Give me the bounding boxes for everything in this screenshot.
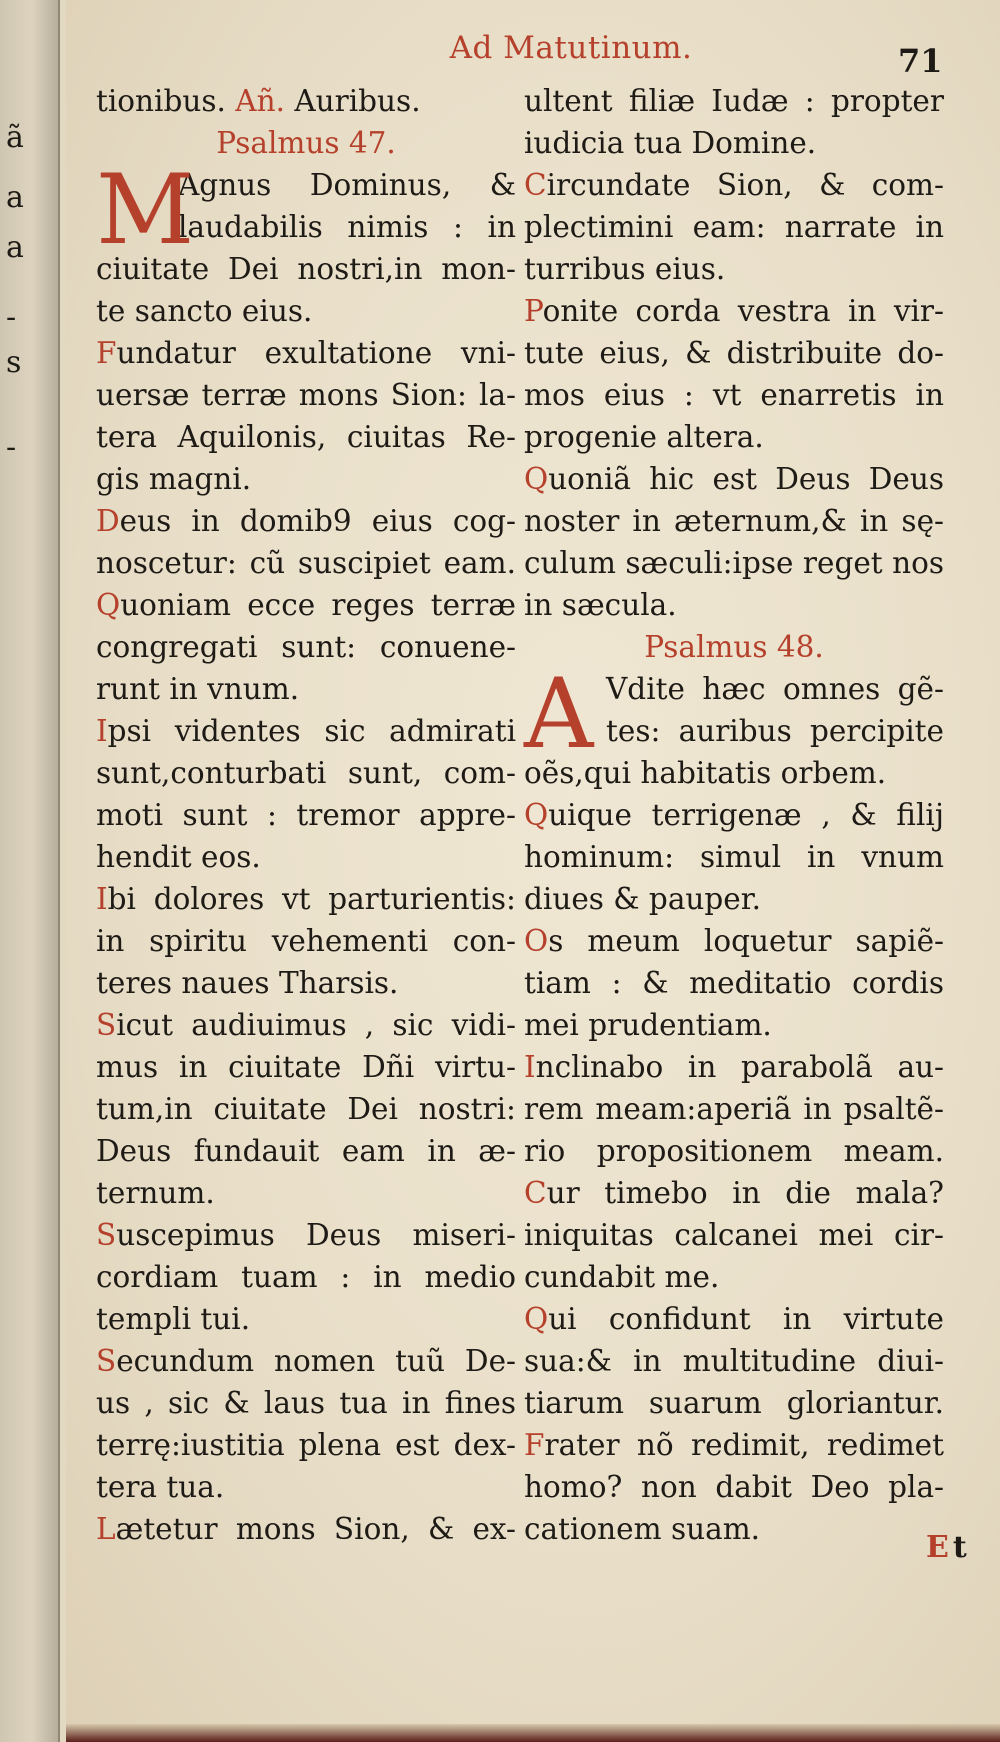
antiphon-text: Auribus. (284, 84, 421, 118)
catchword-rest: t (952, 1530, 967, 1565)
verse-text: in spiritu vehementi con- (96, 924, 516, 958)
drop-capital: M (96, 154, 195, 266)
text-line (96, 542, 516, 584)
verse-text: eus in domib9 eius cog- (119, 504, 516, 538)
verse-text: oẽs,qui habitatis orbem. (524, 756, 887, 790)
text-line (524, 374, 944, 416)
text-line (96, 794, 516, 836)
text-line (96, 1424, 516, 1466)
text-line (524, 416, 944, 458)
verse-text: runt in vnum. (96, 672, 300, 706)
verse-text: tiam : & meditatio cordis (524, 966, 944, 1000)
drop-capital: A (524, 658, 594, 770)
verse-text: iniquitas calcanei mei cir- (524, 1218, 944, 1252)
text-line (96, 1382, 516, 1424)
text-line: tes: auribus percipite (606, 714, 944, 748)
gutter-mark: a (6, 230, 24, 265)
verse-text: uersæ terræ mons Sion: la- (96, 378, 516, 412)
verse-text: cationem suam. (524, 1512, 761, 1546)
text-line (524, 1088, 944, 1130)
text-line (96, 584, 516, 626)
text-line (524, 80, 944, 122)
text-line (524, 290, 944, 332)
verse-text: hendit eos. (96, 840, 261, 874)
verse-text: congregati sunt: conuene- (96, 630, 516, 664)
left-column (96, 80, 516, 1550)
book-gutter (0, 0, 60, 1742)
catchword (926, 1530, 967, 1565)
verse-text: uoniã hic est Deus Deus (548, 462, 944, 496)
text-line (96, 332, 516, 374)
text-line (96, 1340, 516, 1382)
text-line (96, 290, 516, 332)
text-line: Agnus Dominus, & (178, 168, 516, 202)
verse-text: sunt,conturbati sunt, com- (96, 756, 516, 790)
text-line (524, 206, 944, 248)
rubric-initial: L (96, 1512, 116, 1546)
verse-opening (96, 154, 516, 266)
text-line (96, 878, 516, 920)
verse-text: uscepimus Deus miseri- (116, 1218, 516, 1252)
verse-text: tionibus. (96, 84, 236, 118)
text-line (524, 1298, 944, 1340)
verse-text: tute eius, & distribuite do- (524, 336, 944, 370)
verse-text: ui confidunt in virtute (548, 1302, 944, 1336)
text-line (524, 248, 944, 290)
text-line (524, 1382, 944, 1424)
verse-text: mos eius : vt enarretis in (524, 378, 944, 412)
verse-text: bi dolores vt parturientis: (107, 882, 516, 916)
verse-text: mus in ciuitate Dñi virtu- (96, 1050, 516, 1084)
text-line (96, 80, 516, 122)
verse-text: tum,in ciuitate Dei nostri: (96, 1092, 516, 1126)
verse-text: ciuitate Dei nostri,in mon- (96, 252, 516, 286)
text-line (524, 1172, 944, 1214)
rubric-initial: Q (524, 1302, 549, 1336)
gutter-mark: - (6, 300, 17, 335)
verse-text: culum sæculi:ipse reget nos (524, 546, 944, 580)
text-line (524, 1046, 944, 1088)
gutter-mark: s (6, 345, 22, 380)
verse-text: noster in æternum,& in sę- (524, 504, 944, 538)
rubric-initial: C (524, 1176, 547, 1210)
verse-text: undatur exultatione vni- (116, 336, 516, 370)
rubric-initial: I (96, 714, 108, 748)
text-line: Vdite hæc omnes gẽ- (606, 672, 944, 706)
rubric-initial: I (96, 882, 108, 916)
text-line (524, 962, 944, 1004)
verse-text: in sæcula. (524, 588, 677, 622)
verse-text: us , sic & laus tua in fines (96, 1386, 516, 1420)
verse-text: tiarum suarum gloriantur. (524, 1386, 944, 1420)
text-line (524, 1130, 944, 1172)
verse-text: diues & pauper. (524, 882, 761, 916)
page-edge (66, 1724, 1000, 1742)
text-line (96, 710, 516, 752)
verse-text: uique terrigenæ , & filij (548, 798, 944, 832)
verse-text: teres naues Tharsis. (96, 966, 399, 1000)
text-line (96, 1508, 516, 1550)
verse-text: ur timebo in die mala? (546, 1176, 944, 1210)
verse-text: psi videntes sic admirati (107, 714, 516, 748)
catchword-initial: E (926, 1530, 949, 1565)
text-line (96, 1046, 516, 1088)
page-number: 71 (898, 42, 943, 80)
verse-text: ternum. (96, 1176, 215, 1210)
rubric-initial: Q (524, 462, 549, 496)
verse-text: homo? non dabit Deo pla- (524, 1470, 944, 1504)
text-line (96, 500, 516, 542)
antiphon-rubric: Añ. (235, 84, 285, 118)
verse-text: progenie altera. (524, 420, 764, 454)
verse-text: noscetur: cũ suscipiet eam. (96, 546, 516, 580)
text-line (524, 1424, 944, 1466)
verse-text: cordiam tuam : in medio (96, 1260, 516, 1294)
rubric-initial: I (524, 1050, 536, 1084)
rubric-initial: F (524, 1428, 545, 1462)
verse-text: rem meam:aperiã in psaltẽ- (524, 1092, 944, 1126)
verse-text: rater nõ redimit, redimet (544, 1428, 944, 1462)
verse-text: ætetur mons Sion, & ex- (115, 1512, 516, 1546)
rubric-initial: S (96, 1008, 117, 1042)
rubric-initial: D (96, 504, 120, 538)
verse-text: te sancto eius. (96, 294, 313, 328)
verse-text: tera tua. (96, 1470, 225, 1504)
text-line (96, 1214, 516, 1256)
gutter-mark: a (6, 180, 24, 215)
text-line (524, 1340, 944, 1382)
verse-text: gis magni. (96, 462, 252, 496)
text-line (96, 920, 516, 962)
rubric-initial: C (524, 168, 547, 202)
text-line (524, 878, 944, 920)
text-line (524, 836, 944, 878)
rubric-initial: O (524, 924, 549, 958)
rubric-initial: F (96, 336, 117, 370)
text-line (96, 458, 516, 500)
text-line (524, 1508, 944, 1550)
text-line (96, 374, 516, 416)
verse-text: rio propositionem meam. (524, 1134, 944, 1168)
text-line: laudabilis nimis : in (178, 210, 516, 244)
verse-text: terrę:iustitia plena est dex- (96, 1428, 516, 1462)
book-page (66, 0, 1000, 1742)
verse-text: s meum loquetur sapiẽ- (548, 924, 944, 958)
verse-opening (524, 658, 944, 770)
text-line (96, 836, 516, 878)
rubric-initial: Q (96, 588, 121, 622)
text-line (96, 1298, 516, 1340)
running-head: Ad Matutinum. (449, 30, 693, 66)
verse-text: uoniam ecce reges terræ (120, 588, 516, 622)
verse-text: Deus fundauit eam in æ- (96, 1134, 516, 1168)
text-line (96, 626, 516, 668)
verse-text: ultent filiæ Iudæ : propter (524, 84, 944, 118)
verse-text: nclinabo in parabolã au- (535, 1050, 944, 1084)
text-line (96, 1256, 516, 1298)
text-line (96, 1004, 516, 1046)
text-line (524, 500, 944, 542)
gutter-mark: - (6, 430, 17, 465)
text-line (96, 962, 516, 1004)
text-line (96, 752, 516, 794)
verse-text: templi tui. (96, 1302, 251, 1336)
rubric-initial: S (96, 1344, 117, 1378)
text-line (524, 584, 944, 626)
text-line (96, 1172, 516, 1214)
right-column (524, 80, 944, 1550)
text-line (524, 122, 944, 164)
verse-text: sua:& in multitudine diui- (524, 1344, 944, 1378)
text-line (524, 1214, 944, 1256)
verse-text: turribus eius. (524, 252, 726, 286)
rubric-initial: Q (524, 798, 549, 832)
text-line (524, 1004, 944, 1046)
text-line (524, 1466, 944, 1508)
verse-text: onite corda vestra in vir- (542, 294, 944, 328)
text-line (524, 332, 944, 374)
verse-text: ecundum nomen tuũ De- (116, 1344, 516, 1378)
verse-text: ircundate Sion, & com- (546, 168, 944, 202)
text-line (96, 668, 516, 710)
text-line (524, 920, 944, 962)
gutter-mark: ã (6, 120, 24, 155)
verse-text: cundabit me. (524, 1260, 720, 1294)
psalm-heading: Psalmus 47. (216, 126, 396, 160)
text-line (524, 794, 944, 836)
text-line (524, 1256, 944, 1298)
rubric-initial: P (524, 294, 543, 328)
verse-text: moti sunt : tremor appre- (96, 798, 516, 832)
text-line (96, 1466, 516, 1508)
psalm-heading: Psalmus 48. (644, 630, 824, 664)
text-line (96, 1088, 516, 1130)
verse-text: mei prudentiam. (524, 1008, 772, 1042)
verse-text: iudicia tua Domine. (524, 126, 817, 160)
text-line (96, 416, 516, 458)
text-line (524, 542, 944, 584)
rubric-initial: S (96, 1218, 117, 1252)
text-line (524, 164, 944, 206)
text-line (524, 458, 944, 500)
verse-text: hominum: simul in vnum (524, 840, 944, 874)
text-line (96, 1130, 516, 1172)
verse-text: tera Aquilonis, ciuitas Re- (96, 420, 516, 454)
verse-text: icut audiuimus , sic vidi- (116, 1008, 516, 1042)
verse-text: plectimini eam: narrate in (524, 210, 944, 244)
